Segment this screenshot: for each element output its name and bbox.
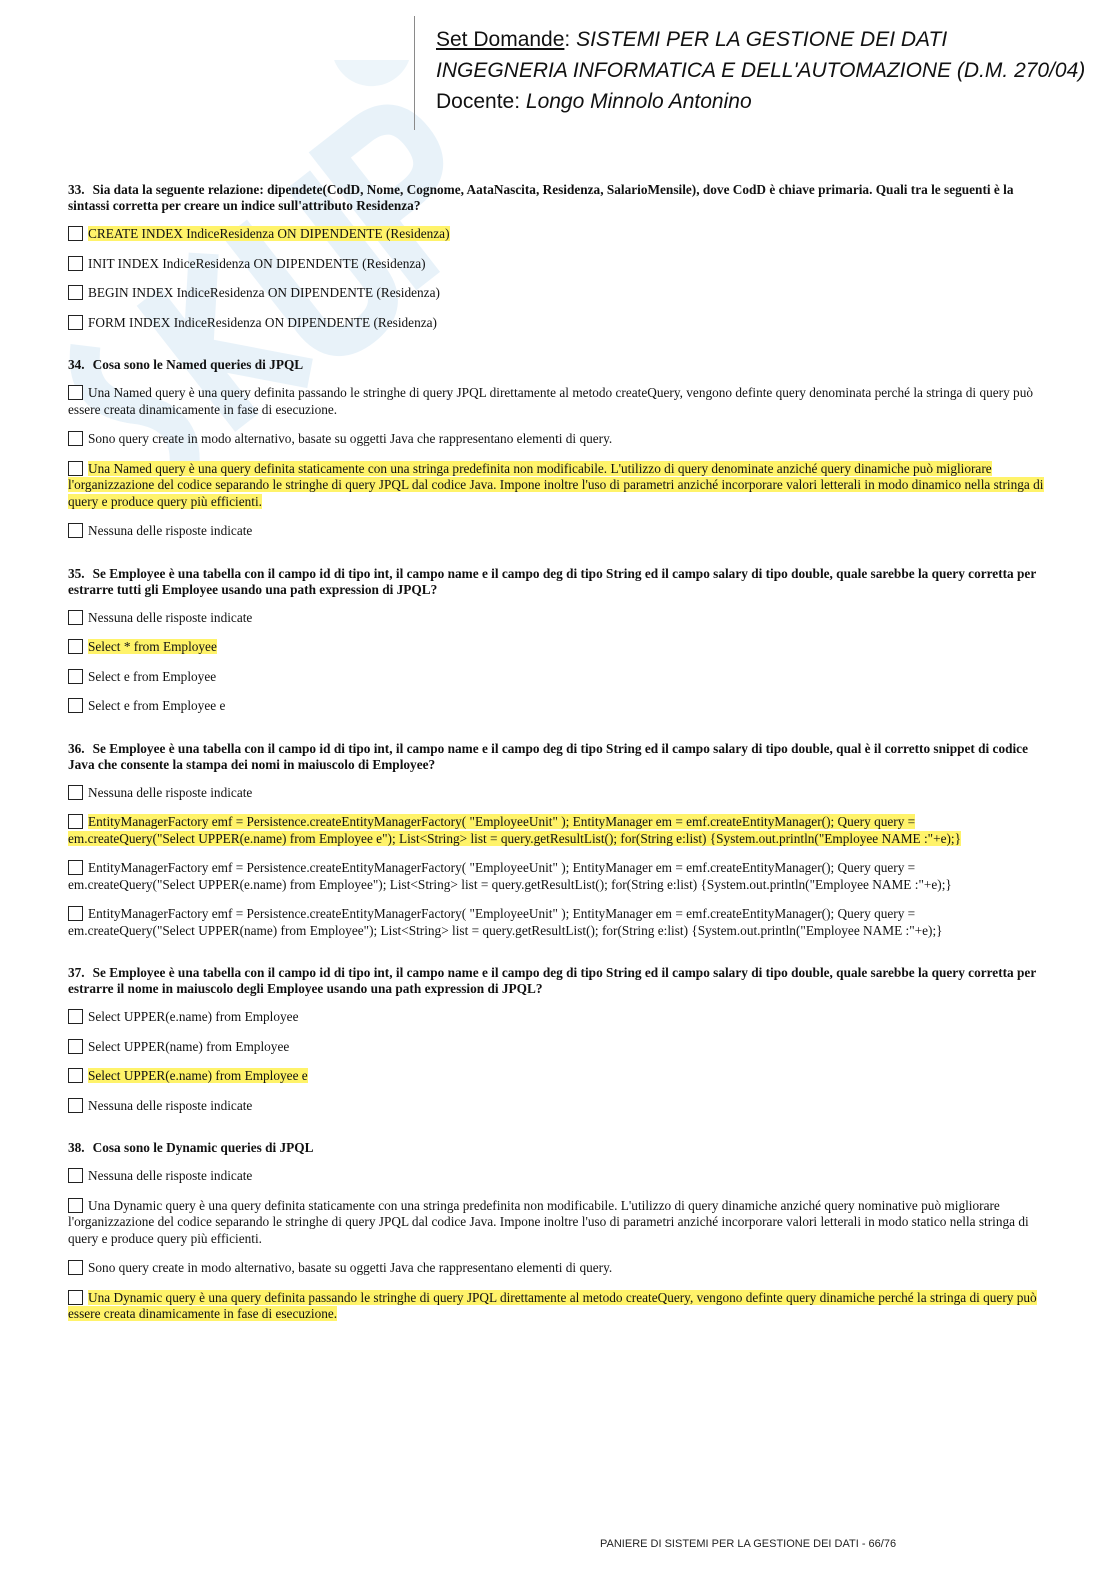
answer-text-highlighted: Select * from Employee: [88, 639, 217, 654]
answer-option[interactable]: [68, 461, 1044, 511]
question-number: 33.: [68, 182, 85, 197]
question-text: [68, 741, 1044, 773]
answer-option[interactable]: [68, 256, 1044, 273]
page-footer: PANIERE DI SISTEMI PER LA GESTIONE DEI DATI - 66/76: [600, 1538, 897, 1550]
answer-option[interactable]: [68, 669, 1044, 686]
answer-text: Una Named query è una query definita passando le stringhe di query JPQL direttamente al metodo createQuery, vengono definte query denominata perché la stringa di query può essere creata dinamicamente in fase di esecuzione.: [68, 385, 1033, 417]
question-text: [68, 182, 1044, 214]
question-body: Cosa sono le Named queries di JPQL: [92, 357, 304, 372]
question-text: [68, 566, 1044, 598]
answer-option[interactable]: [68, 639, 1044, 656]
question-number: 38.: [68, 1140, 85, 1155]
answer-checkbox[interactable]: [68, 669, 83, 684]
answer-checkbox[interactable]: [68, 860, 83, 875]
answer-checkbox[interactable]: [68, 639, 83, 654]
question-33: [68, 182, 1044, 331]
answer-text: INIT INDEX IndiceResidenza ON DIPENDENTE (Residenza): [88, 255, 426, 271]
answer-option[interactable]: [68, 315, 1044, 332]
question-number: 37.: [68, 965, 85, 980]
header-divider: [414, 16, 415, 130]
answer-checkbox[interactable]: [68, 1260, 83, 1275]
answer-text-highlighted: Select UPPER(e.name) from Employee e: [88, 1068, 308, 1083]
question-text: [68, 1140, 1044, 1156]
header-set-label: Set Domande: [436, 28, 565, 51]
header-sep: :: [514, 90, 526, 113]
answer-text: Sono query create in modo alternativo, basate su oggetti Java che rappresentano elementi di query.: [88, 1260, 613, 1275]
answer-text: Select UPPER(e.name) from Employee: [88, 1009, 299, 1024]
answer-checkbox[interactable]: [68, 906, 83, 921]
answer-checkbox[interactable]: [68, 1039, 83, 1054]
header-line-3: [436, 86, 1085, 117]
question-body: Se Employee è una tabella con il campo id di tipo int, il campo name e il campo deg di tipo String ed il campo salary di tipo double, qual è il corretto snippet di codice Java che consente la stampa dei nomi in maiuscolo di Employee?: [68, 740, 1028, 772]
answer-text-highlighted: Una Named query è una query definita staticamente con una stringa predefinita non modificabile. L'utilizzo di query denominate anziché query dinamiche può migliorare l'organizzazione del codice separando le stringhe di query JPQL dal codice Java. Impone inoltre l'uso di parametri anziché incorporare valori letterali in modo dinamico nella stringa di query e produce query più efficienti.: [68, 460, 1044, 509]
question-number: 34.: [68, 357, 85, 372]
answer-text: Una Dynamic query è una query definita staticamente con una stringa predefinita non modificabile. L'utilizzo di query dinamiche anziché query nominative può migliorare l'organizzazione del codice separando le stringhe di query JPQL dal codice Java. Impone inoltre l'uso di parametri anziché incorporare valori letterali in modo statico nella stringa di query e produce query più efficienti.: [68, 1197, 1029, 1246]
question-number: 36.: [68, 740, 85, 756]
answer-option[interactable]: [68, 610, 1044, 627]
answer-option[interactable]: [68, 1168, 1044, 1185]
answer-checkbox[interactable]: [68, 461, 83, 476]
answer-option[interactable]: [68, 1039, 1044, 1056]
question-text: [68, 357, 1044, 373]
degree-title: INGEGNERIA INFORMATICA E DELL'AUTOMAZIONE (D.M. 270/04): [436, 59, 1086, 82]
answer-text: BEGIN INDEX IndiceResidenza ON DIPENDENTE (Residenza): [88, 285, 440, 300]
answer-option[interactable]: [68, 1098, 1044, 1115]
answer-text: EntityManagerFactory emf = Persistence.createEntityManagerFactory( "EmployeeUnit" ); EntityManager em = emf.createEntityManager(); Query query = em.createQuery("Select UPPER(e.name) from Employee"); List<String> list = query.getResultList(); for(String e:list) {System.out.println("Employee NAME :"+e);}: [68, 860, 952, 892]
answer-text-highlighted: EntityManagerFactory emf = Persistence.createEntityManagerFactory( "EmployeeUnit" ); EntityManager em = emf.createEntityManager(); Query query = em.createQuery("Select UPPER(e.name) from Employee e"); List<String> list = query.getResultList(); for(String e:list) {System.out.println("Employee NAME :"+e);}: [68, 814, 962, 846]
header-line-1: [436, 24, 1085, 55]
question-body: Se Employee è una tabella con il campo id di tipo int, il campo name e il campo deg di tipo String ed il campo salary di tipo double, quale sarebbe la query corretta per estrarre tutti gli Employee usando una path expression di JPQL?: [68, 565, 1036, 597]
header-sep: :: [564, 28, 577, 51]
answer-checkbox[interactable]: [68, 256, 83, 271]
answer-checkbox[interactable]: [68, 1009, 83, 1024]
answer-checkbox[interactable]: [68, 431, 83, 446]
teacher-name: Longo Minnolo Antonino: [525, 90, 752, 113]
answer-text: Nessuna delle risposte indicate: [88, 1168, 253, 1183]
answer-checkbox[interactable]: [68, 385, 83, 400]
answer-option[interactable]: [68, 860, 1044, 893]
answer-option[interactable]: [68, 698, 1044, 715]
answer-text: FORM INDEX IndiceResidenza ON DIPENDENTE (Residenza): [88, 314, 437, 330]
answer-option[interactable]: [68, 1068, 1044, 1085]
question-34: [68, 357, 1044, 540]
answer-text: Select UPPER(name) from Employee: [88, 1038, 290, 1054]
question-38: [68, 1140, 1044, 1323]
question-list: [68, 182, 1044, 1349]
course-title: SISTEMI PER LA GESTIONE DEI DATI: [576, 28, 948, 51]
answer-checkbox[interactable]: [68, 1290, 83, 1305]
answer-option[interactable]: [68, 1260, 1044, 1277]
answer-checkbox[interactable]: [68, 226, 83, 241]
answer-text: EntityManagerFactory emf = Persistence.createEntityManagerFactory( "EmployeeUnit" ); EntityManager em = emf.createEntityManager(); Query query = em.createQuery("Select UPPER(name) from Employee"); List<String> list = query.getResultList(); for(String e:list) {System.out.println("Employee NAME :"+e);}: [68, 906, 943, 938]
answer-text-highlighted: CREATE INDEX IndiceResidenza ON DIPENDENTE (Residenza): [88, 226, 450, 241]
question-body: Se Employee è una tabella con il campo id di tipo int, il campo name e il campo deg di tipo String ed il campo salary di tipo double, quale sarebbe la query corretta per estrarre il nome in maiuscolo degli Employee usando una path expression di JPQL?: [68, 965, 1036, 996]
answer-text: Nessuna delle risposte indicate: [88, 1097, 253, 1113]
answer-checkbox[interactable]: [68, 610, 83, 625]
answer-text: Nessuna delle risposte indicate: [88, 523, 253, 538]
question-body: Cosa sono le Dynamic queries di JPQL: [92, 1140, 314, 1155]
answer-option[interactable]: [68, 226, 1044, 243]
answer-checkbox[interactable]: [68, 1068, 83, 1083]
answer-option[interactable]: [68, 385, 1044, 418]
answer-checkbox[interactable]: [68, 1098, 83, 1113]
answer-option[interactable]: [68, 285, 1044, 302]
question-37: [68, 965, 1044, 1114]
answer-checkbox[interactable]: [68, 285, 83, 300]
answer-text: Select e from Employee: [88, 668, 217, 684]
answer-option[interactable]: [68, 1198, 1044, 1248]
answer-checkbox[interactable]: [68, 523, 83, 538]
answer-text-highlighted: Una Dynamic query è una query definita passando le stringhe di query JPQL direttamente al metodo createQuery, vengono definte query dinamiche perché la stringa di query può essere creata dinamicamente in fase di esecuzione.: [68, 1289, 1037, 1321]
answer-option[interactable]: [68, 523, 1044, 540]
answer-option[interactable]: [68, 814, 1044, 847]
answer-text: Nessuna delle risposte indicate: [88, 609, 253, 625]
question-text: [68, 965, 1044, 997]
answer-checkbox[interactable]: [68, 785, 83, 800]
answer-checkbox[interactable]: [68, 698, 83, 713]
teacher-label: Docente: [436, 90, 515, 113]
answer-checkbox[interactable]: [68, 315, 83, 330]
answer-option[interactable]: [68, 785, 1044, 802]
answer-checkbox[interactable]: [68, 814, 83, 829]
question-36: [68, 741, 1044, 940]
answer-option[interactable]: [68, 1009, 1044, 1026]
answer-text: Sono query create in modo alternativo, basate su oggetti Java che rappresentano elementi di query.: [88, 431, 613, 446]
answer-checkbox[interactable]: [68, 1168, 83, 1183]
answer-text: Select e from Employee e: [88, 698, 226, 713]
answer-option[interactable]: [68, 1290, 1044, 1323]
answer-option[interactable]: [68, 431, 1044, 448]
question-35: [68, 566, 1044, 715]
answer-option[interactable]: [68, 906, 1044, 939]
answer-checkbox[interactable]: [68, 1198, 83, 1213]
question-number: 35.: [68, 565, 85, 581]
answer-text: Nessuna delle risposte indicate: [88, 784, 253, 800]
document-header: [436, 24, 1085, 117]
question-body: Sia data la seguente relazione: dipendete(CodD, Nome, Cognome, AataNascita, Residenza, SalarioMensile), dove CodD è chiave primaria. Quali tra le seguenti è la sintassi corretta per creare un indice sull'attributo Residenza?: [68, 182, 1014, 213]
